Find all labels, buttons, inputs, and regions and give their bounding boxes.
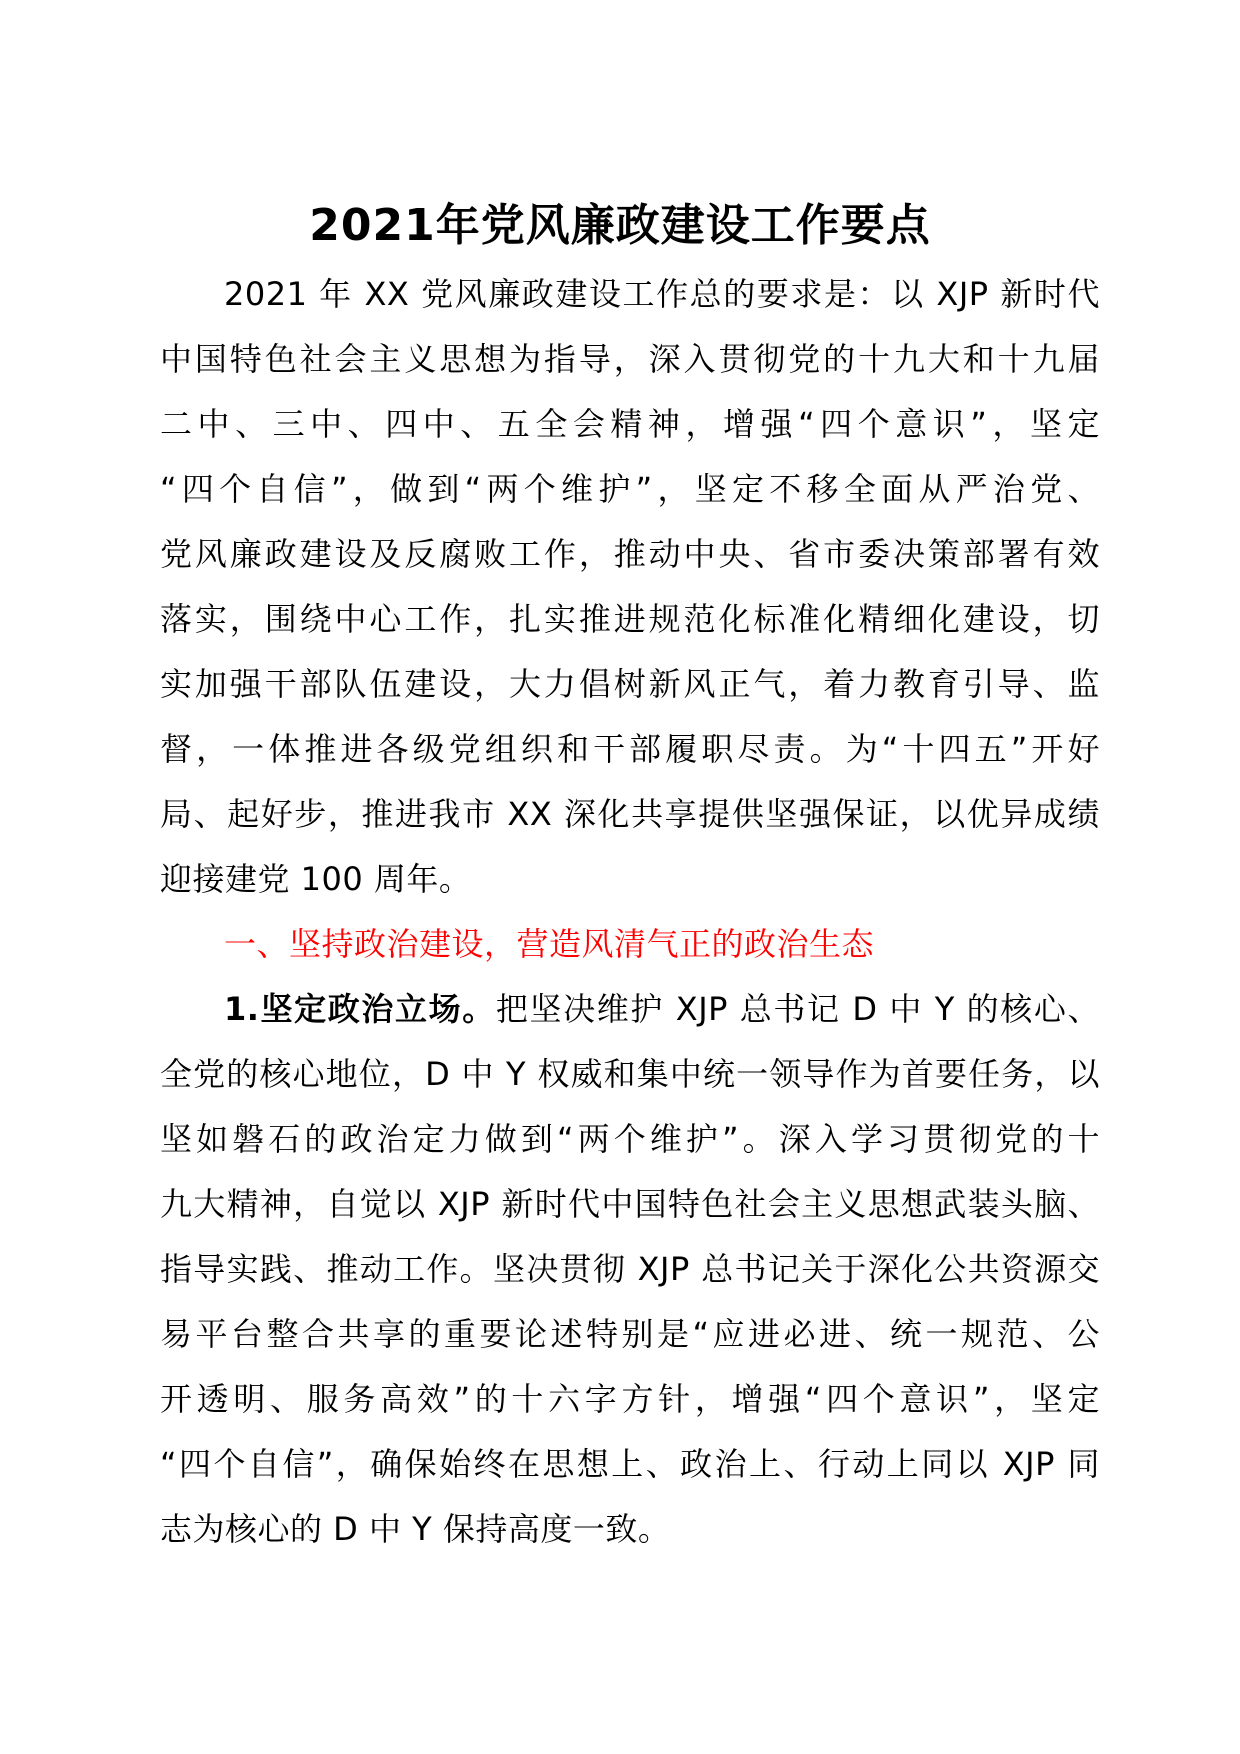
paragraph-line: 督，一体推进各级党组织和干部履职尽责。为“十四五”开好 bbox=[160, 730, 1100, 768]
paragraph-line: 易平台整合共享的重要论述特别是“应进必进、统一规范、公 bbox=[160, 1315, 1100, 1353]
paragraph-line: 坚如磐石的政治定力做到“两个维护”。深入学习贯彻党的十 bbox=[160, 1120, 1100, 1158]
paragraph-line: 迎接建党 100 周年。 bbox=[160, 860, 472, 898]
paragraph-line: 2021 年 XX 党风廉政建设工作总的要求是：以 XJP 新时代 bbox=[224, 275, 1100, 313]
item-1-text: 把坚决维护 XJP 总书记 D 中 Y 的核心、 bbox=[495, 990, 1100, 1028]
paragraph-line: 二中、三中、四中、五全会精神，增强“四个意识”，坚定 bbox=[160, 405, 1100, 443]
paragraph-line: 九大精神，自觉以 XJP 新时代中国特色社会主义思想武装头脑、 bbox=[160, 1185, 1100, 1223]
paragraph-line: 指导实践、推动工作。坚决贯彻 XJP 总书记关于深化公共资源交 bbox=[160, 1250, 1100, 1288]
paragraph-line: 全党的核心地位，D 中 Y 权威和集中统一领导作为首要任务，以 bbox=[160, 1055, 1100, 1093]
paragraph-line: “四个自信”，确保始终在思想上、政治上、行动上同以 XJP 同 bbox=[160, 1445, 1100, 1483]
document-title: 2021年党风廉政建设工作要点 bbox=[309, 200, 931, 251]
paragraph-line: 落实，围绕中心工作，扎实推进规范化标准化精细化建设，切 bbox=[160, 600, 1100, 638]
paragraph-line: 开透明、服务高效”的十六字方针，增强“四个意识”，坚定 bbox=[160, 1380, 1100, 1418]
section-1 bbox=[160, 912, 1100, 1562]
paragraph-line: 党风廉政建设及反腐败工作，推动中央、省市委决策部署有效 bbox=[160, 535, 1100, 573]
section-heading: 一、坚持政治建设，营造风清气正的政治生态 bbox=[224, 925, 875, 963]
paragraph-line: 实加强干部队伍建设，大力倡树新风正气，着力教育引导、监 bbox=[160, 665, 1100, 703]
intro-paragraph bbox=[160, 262, 1100, 912]
item-1-label: 1.坚定政治立场。 bbox=[224, 990, 496, 1028]
paragraph-line: 志为核心的 D 中 Y 保持高度一致。 bbox=[160, 1510, 671, 1548]
paragraph-line: 中国特色社会主义思想为指导，深入贯彻党的十九大和十九届 bbox=[160, 340, 1100, 378]
item-1-first-line bbox=[160, 977, 1100, 1042]
paragraph-line: 局、起好步，推进我市 XX 深化共享提供坚强保证，以优异成绩 bbox=[160, 795, 1100, 833]
paragraph-line: “四个自信”，做到“两个维护”，坚定不移全面从严治党、 bbox=[160, 470, 1100, 508]
